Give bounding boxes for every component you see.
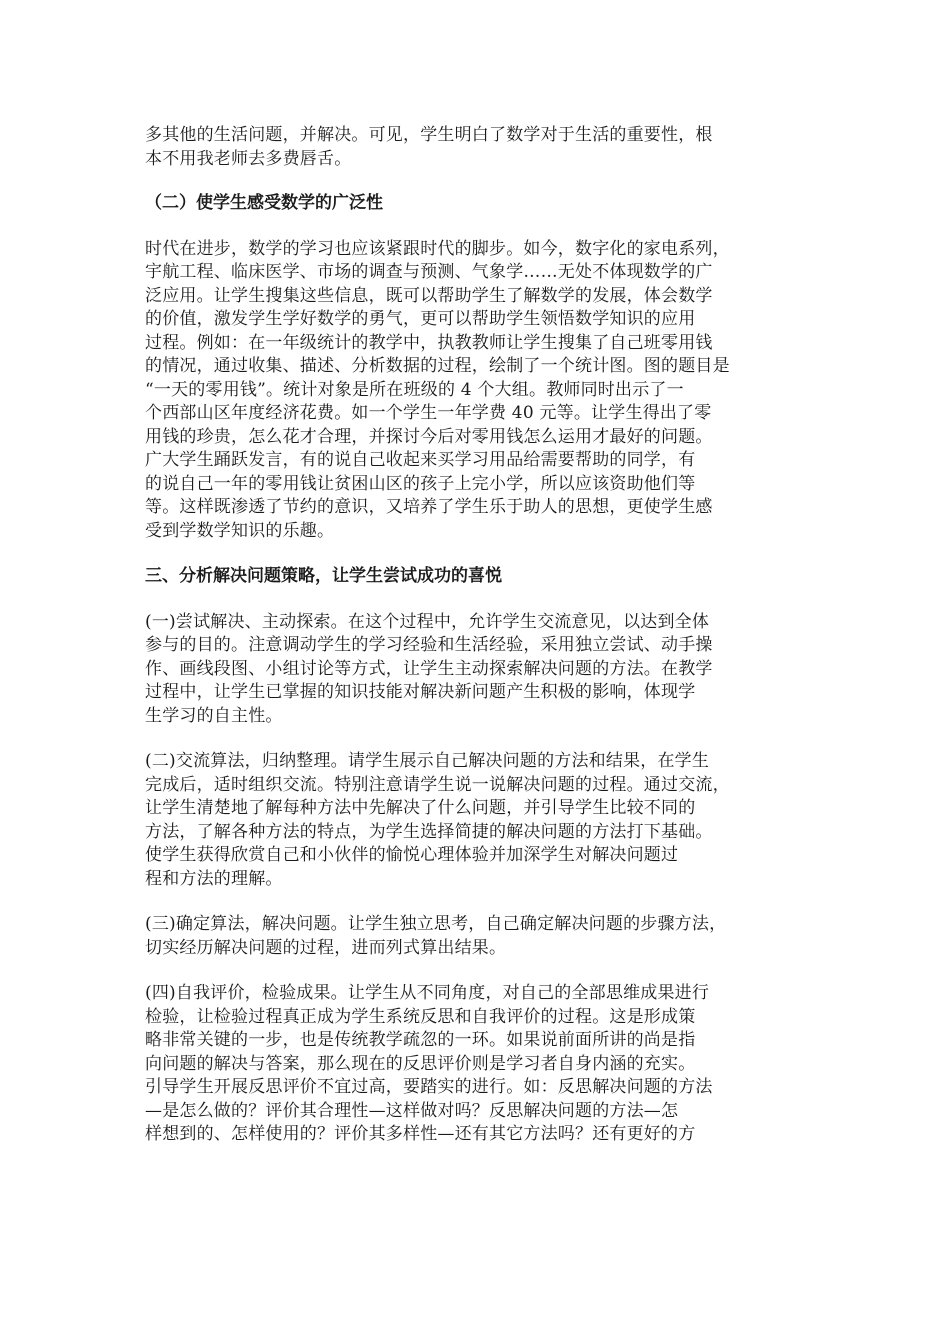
text-line: 过程。例如：在一年级统计的教学中，执教教师让学生搜集了自己班零用钱 bbox=[145, 332, 713, 353]
text-line: 程和方法的理解。 bbox=[145, 868, 283, 889]
document-body bbox=[145, 124, 815, 1147]
text-line: 使学生获得欣赏自己和小伙伴的愉悦心理体验并加深学生对解决问题过 bbox=[145, 845, 679, 865]
text-line: 的说自己一年的零用钱让贫困山区的孩子上完小学，所以应该资助他们等 bbox=[145, 473, 696, 494]
text-line: 本不用我老师去多费唇舌。 bbox=[145, 148, 352, 169]
text-line: 过程中，让学生已掌握的知识技能对解决新问题产生积极的影响，体现学 bbox=[145, 682, 696, 702]
text-line: (二)交流算法，归纳整理。请学生展示自己解决问题的方法和结果，在学生 bbox=[145, 751, 710, 771]
text-line: 方法，了解各种方法的特点，为学生选择简捷的解决问题的方法打下基础。 bbox=[145, 821, 713, 842]
text-line: 让学生清楚地了解每种方法中先解决了什么问题，并引导学生比较不同的 bbox=[145, 798, 696, 818]
text-line: 生学习的自主性。 bbox=[145, 705, 283, 726]
text-line: 泛应用。让学生搜集这些信息，既可以帮助学生了解数学的发展，体会数学 bbox=[145, 285, 713, 306]
text-line: “一天的零用钱”。统计对象是所在班级的 4 个大组。教师同时出示了一 bbox=[145, 379, 684, 400]
text-line: 切实经历解决问题的过程，进而列式算出结果。 bbox=[145, 937, 507, 958]
paragraph-breadth bbox=[145, 238, 815, 544]
text-line: 向问题的解决与答案，那么现在的反思评价则是学习者自身内涵的充实。 bbox=[145, 1053, 696, 1074]
text-line: 时代在进步，数学的学习也应该紧跟时代的脚步。如今，数字化的家电系列， bbox=[145, 238, 730, 259]
text-line: 的价值，激发学生学好数学的勇气，更可以帮助学生领悟数学知识的应用 bbox=[145, 309, 696, 329]
text-line: 个西部山区年度经济花费。如一个学生一年学费 40 元等。让学生得出了零 bbox=[145, 403, 712, 423]
text-line: 样想到的、怎样使用的？评价其多样性—还有其它方法吗？还有更好的方 bbox=[145, 1124, 696, 1144]
text-line: —是怎么做的？评价其合理性—这样做对吗？反思解决问题的方法—怎 bbox=[145, 1100, 679, 1121]
text-line: (三)确定算法，解决问题。让学生独立思考，自己确定解决问题的步骤方法， bbox=[145, 914, 727, 934]
text-line: 作、画线段图、小组讨论等方式，让学生主动探索解决问题的方法。在教学 bbox=[145, 658, 713, 679]
text-line: 广大学生踊跃发言，有的说自己收起来买学习用品给需要帮助的同学，有 bbox=[145, 450, 696, 470]
text-line: 的情况，通过收集、描述、分析数据的过程，绘制了一个统计图。图的题目是 bbox=[145, 356, 730, 376]
paragraph-determine bbox=[145, 913, 815, 960]
text-line: 完成后，适时组织交流。特别注意请学生说一说解决问题的过程。通过交流， bbox=[145, 774, 730, 795]
text-line: 用钱的珍贵，怎么花才合理，并探讨今后对零用钱怎么运用才最好的问题。 bbox=[145, 426, 713, 447]
paragraph-explore bbox=[145, 611, 815, 729]
paragraph-evaluate bbox=[145, 982, 815, 1147]
text-line: (一)尝试解决、主动探索。在这个过程中，允许学生交流意见，以达到全体 bbox=[145, 611, 710, 632]
section-heading-breadth: （二）使学生感受数学的广泛性 bbox=[145, 193, 383, 213]
section-heading-strategy: 三、分析解决问题策略，让学生尝试成功的喜悦 bbox=[145, 566, 502, 586]
text-line: 略非常关键的一步，也是传统教学疏忽的一环。如果说前面所讲的尚是指 bbox=[145, 1030, 696, 1050]
paragraph-intro bbox=[145, 124, 815, 171]
text-line: 多其他的生活问题，并解决。可见，学生明白了数学对于生活的重要性，根 bbox=[145, 125, 713, 145]
text-line: 引导学生开展反思评价不宜过高，要踏实的进行。如：反思解决问题的方法 bbox=[145, 1077, 713, 1097]
text-line: 宇航工程、临床医学、市场的调查与预测、气象学……无处不体现数学的广 bbox=[145, 262, 713, 282]
text-line: 参与的目的。注意调动学生的学习经验和生活经验，采用独立尝试、动手操 bbox=[145, 635, 713, 655]
paragraph-exchange bbox=[145, 750, 815, 891]
text-line: 受到学数学知识的乐趣。 bbox=[145, 520, 335, 541]
text-line: 检验，让检验过程真正成为学生系统反思和自我评价的过程。这是形成策 bbox=[145, 1006, 696, 1027]
text-line: 等。这样既渗透了节约的意识，又培养了学生乐于助人的思想，更使学生感 bbox=[145, 497, 713, 517]
text-line: (四)自我评价，检验成果。让学生从不同角度，对自己的全部思维成果进行 bbox=[145, 983, 710, 1003]
